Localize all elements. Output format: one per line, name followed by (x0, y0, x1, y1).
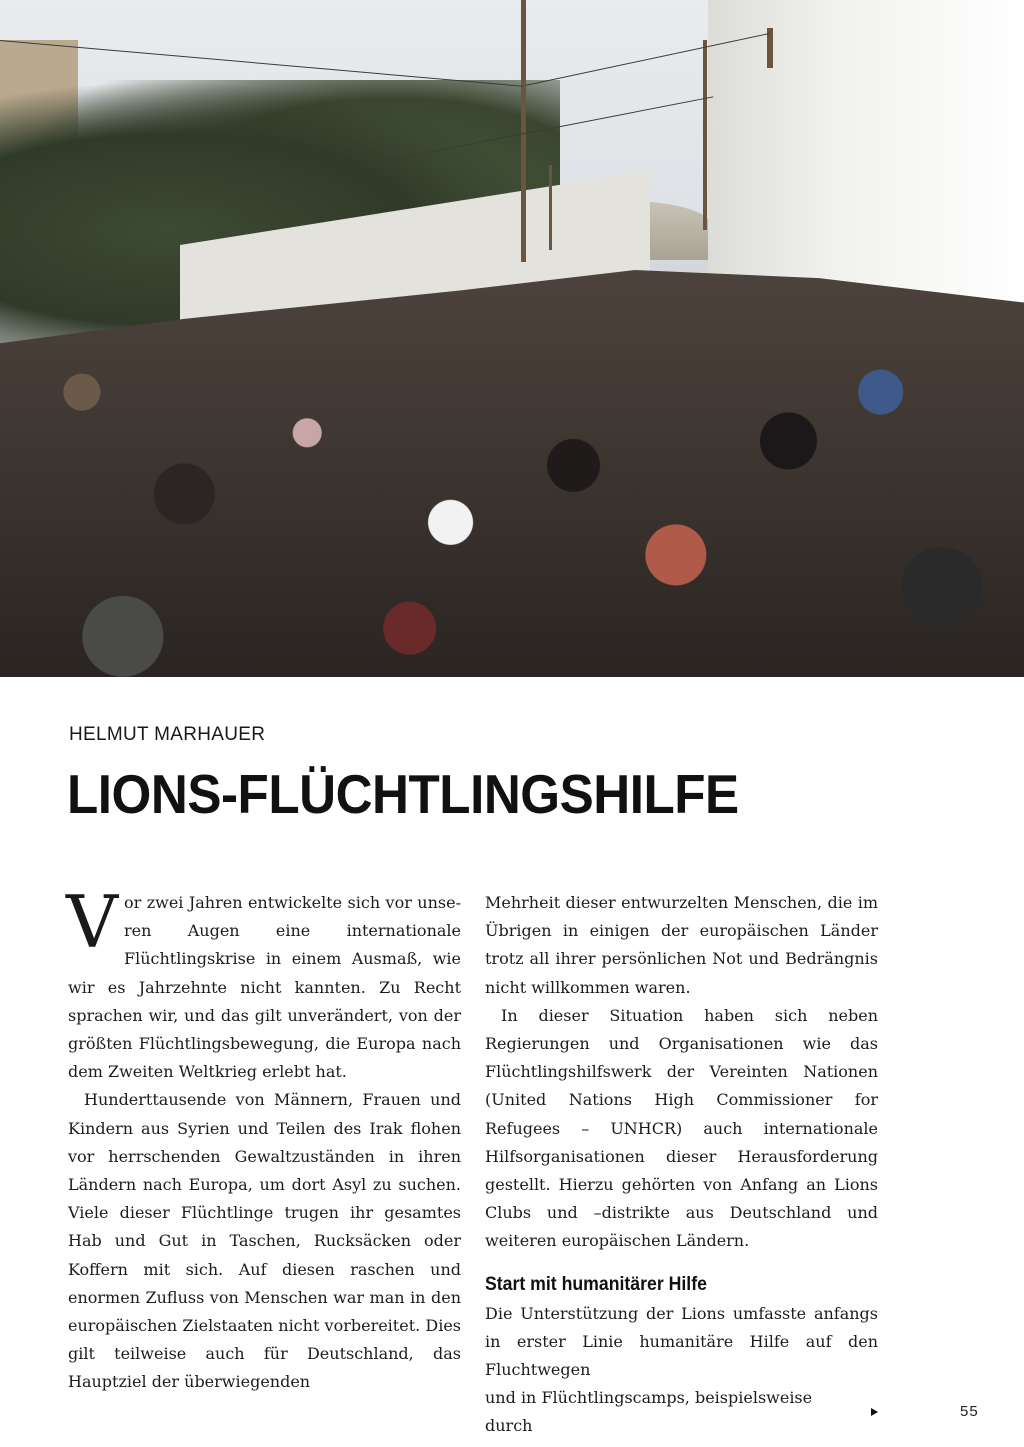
photo-utility-pole (549, 165, 552, 250)
author-name: HELMUT MARHAUER (69, 724, 266, 745)
paragraph: Hunderttausende von Männern, Frauen und Kindern aus Syrien und Teilen des Irak flohen vor herrschenden Gewaltzuständen in ihren Ländern nach Europa, um dort Asyl zu suchen. Viele dieser Flüchtlinge trugen ihr gesamtes Hab und Gut in Taschen, Rucksäcken oder Koffern mit sich. Auf diesen raschen und enormen Zufluss von Menschen war man in den europäischen Zielstaaten nicht vorbereitet. Dies gilt teilweise auch für Deutschland, das Hauptziel der überwiegenden (68, 1090, 461, 1392)
paragraph-last-line (485, 1384, 878, 1440)
text-column-right (485, 889, 878, 1441)
photo-utility-pole (521, 0, 526, 262)
paragraph-intro-text: or zwei Jahren entwickelte sich vor unseren Augen eine internationale Flüchtlingskrise in einem Ausmaß, wie wir es Jahrzehnte nicht kannten. Zu Recht sprachen wir, und das gilt unverändert, von der größten Flüchtlingsbewegung, die Europa nach dem Zweiten Weltkrieg erlebt hat. (68, 893, 461, 1082)
page-number: 55 (960, 1403, 979, 1420)
paragraph: Mehrheit dieser entwurzelten Menschen, die im Übrigen in einigen der europäischen Länder trotz all ihrer persönlichen Not und Bedrängnis nicht willkommen waren. (485, 893, 878, 997)
photo-crowd (0, 270, 1024, 677)
text-column-left (66, 880, 461, 1397)
paragraph-last-line-text: und in Flüchtlingscamps, beispielsweise durch (485, 1388, 813, 1436)
drop-cap: V (66, 880, 118, 964)
triangle-right-icon (871, 1408, 878, 1416)
paragraph: Die Unterstützung der Lions umfasste anfangs in erster Linie humanitäre Hilfe auf den Fluchtwegen (485, 1303, 878, 1380)
refugee-crowd-photo (0, 0, 1024, 677)
article-title: LIONS-FLÜCHTLINGSHILFE (67, 763, 739, 825)
photo-utility-pole (703, 40, 707, 230)
paragraph: In dieser Situation haben sich neben Regierungen und Organisationen wie das Flüchtlingshilfswerk der Vereinten Nationen (United Nations High Commissioner for Refugees – UNHCR) auch internationale Hilfsorganisationen dieser Herausforderung gestellt. Hierzu gehörten von Anfang an Lions Clubs und –distrikte aus Deutschland und weiteren europäischen Ländern. (485, 1005, 878, 1251)
paragraph-intro (66, 880, 461, 1086)
section-subheading: Start mit humanitärer Hilfe (485, 1273, 707, 1295)
